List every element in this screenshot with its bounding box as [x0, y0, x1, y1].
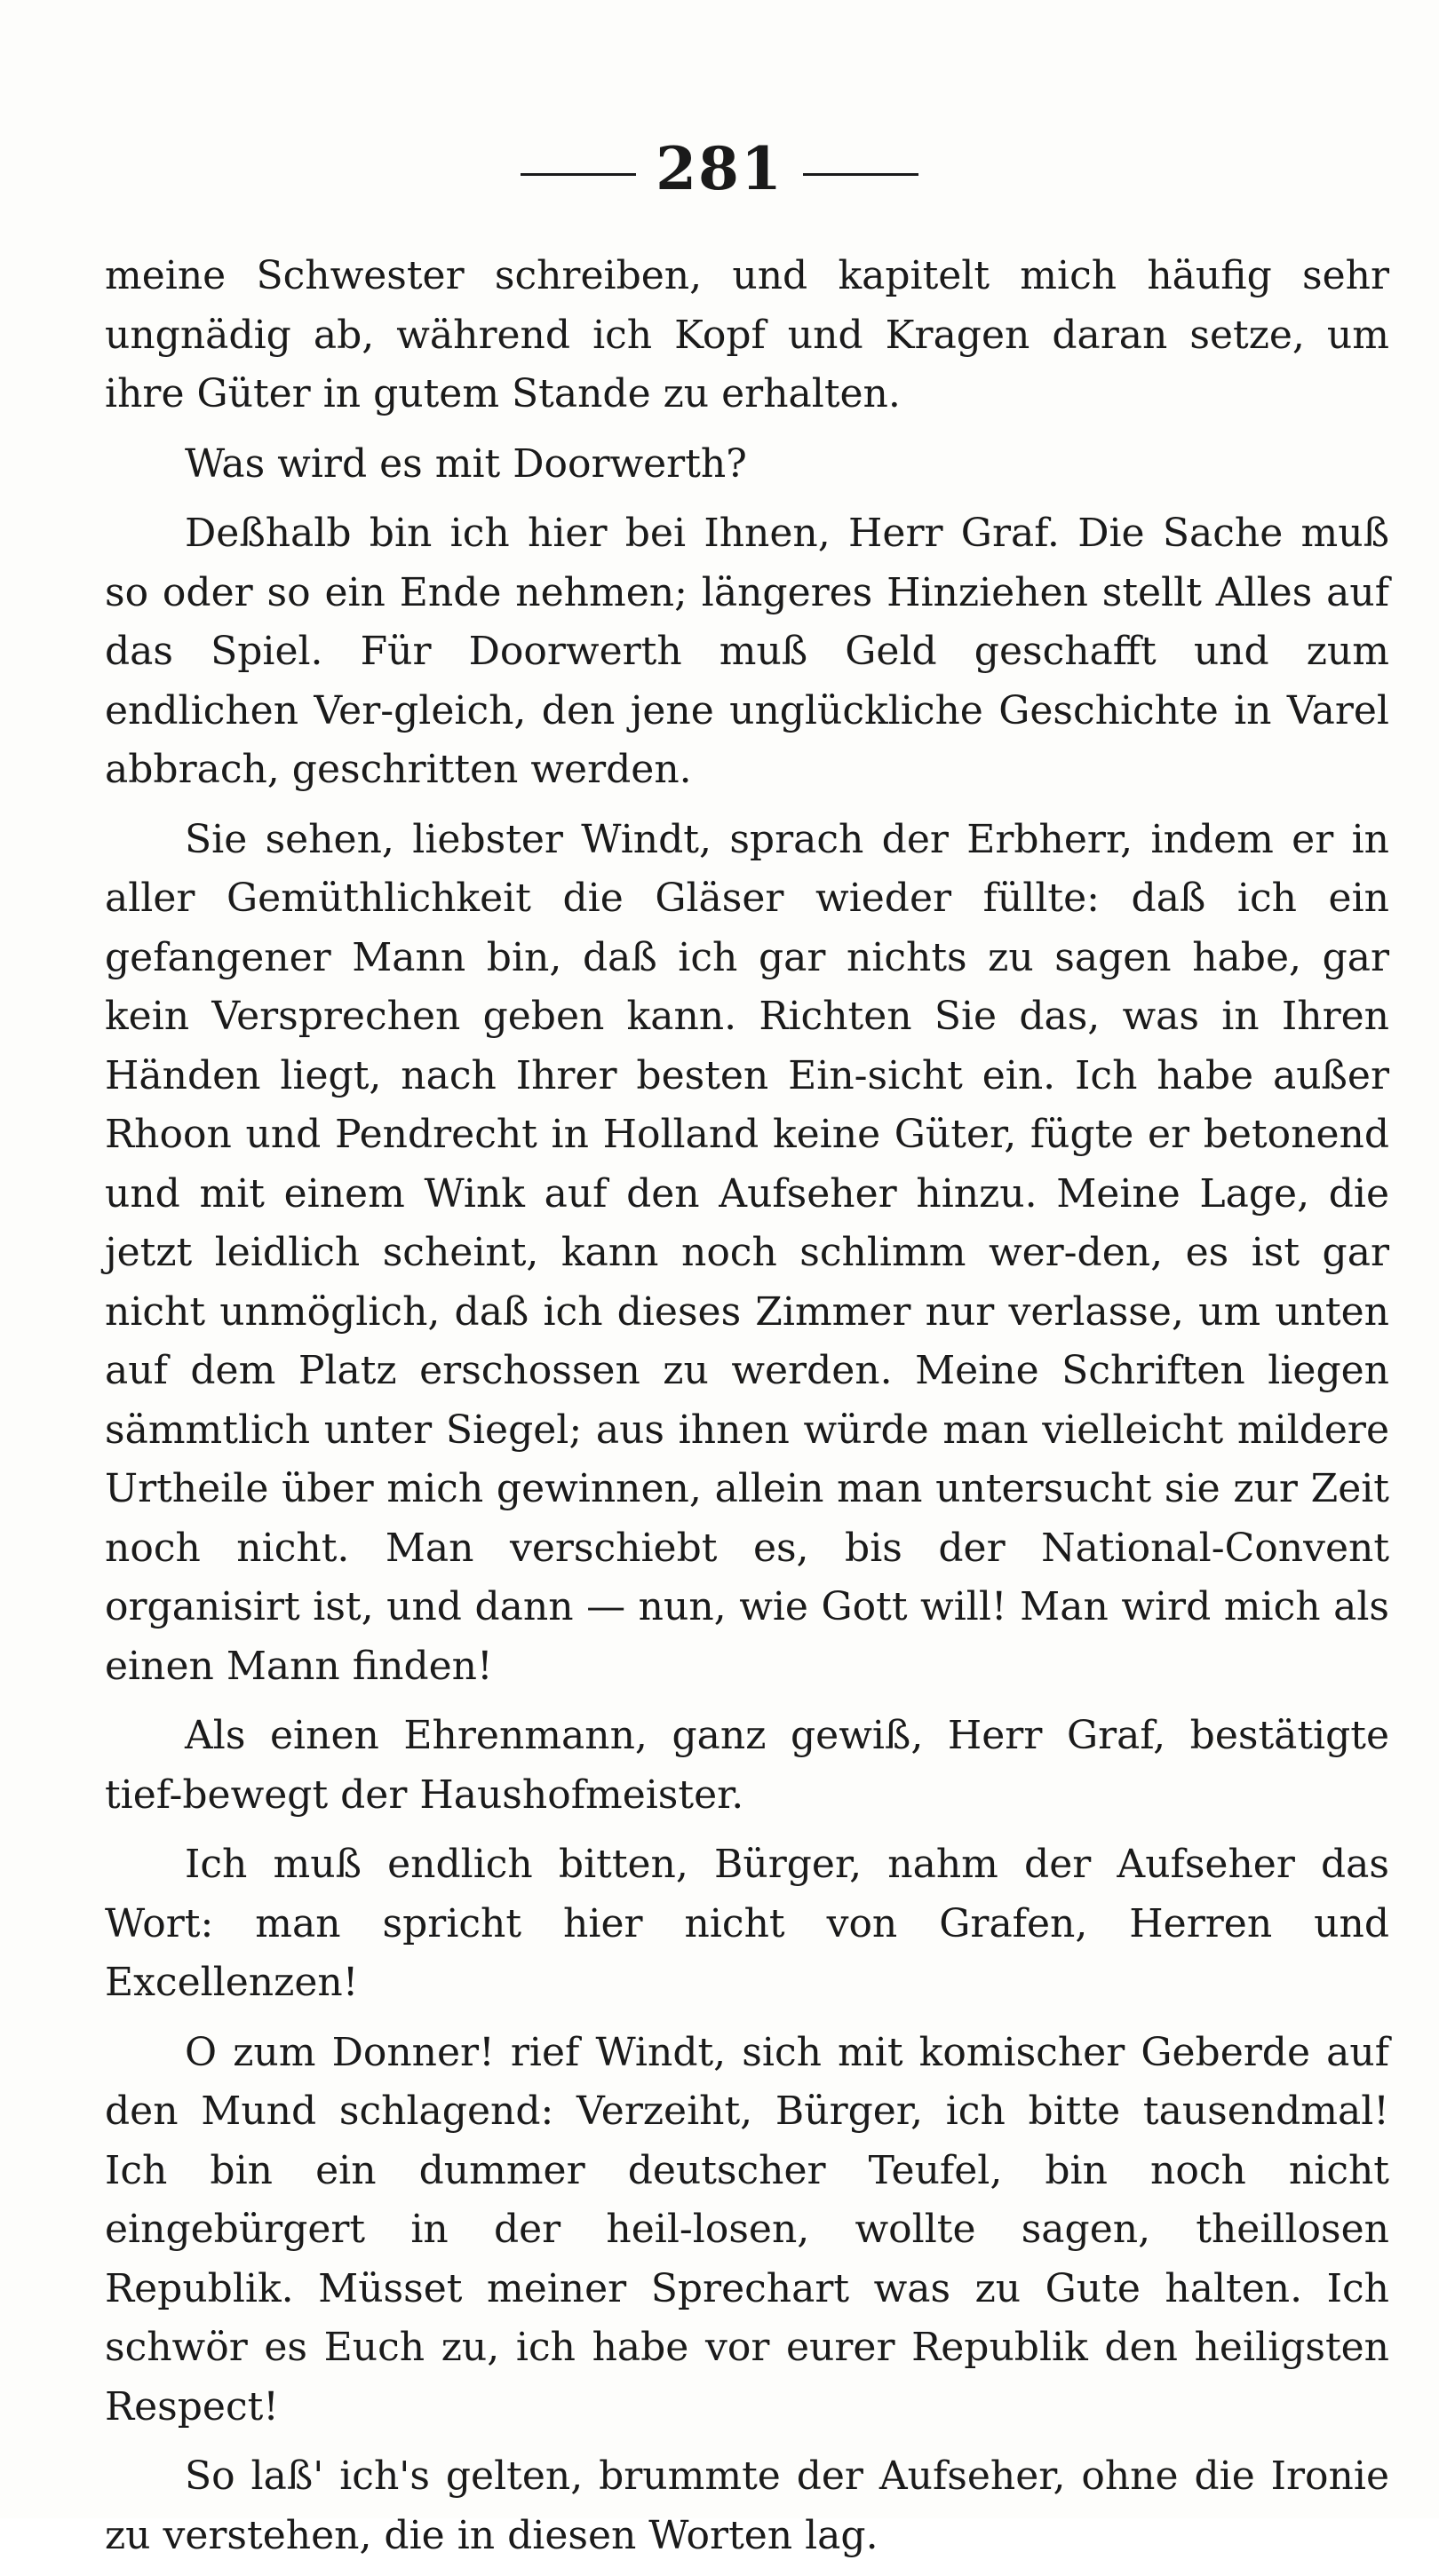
paragraph: Ich muß endlich bitten, Bürger, nahm der Aufseher das Wort: man spricht hier nicht von Grafen, Herren und Excellenzen!: [105, 1842, 1389, 2005]
paragraph: Als einen Ehrenmann, ganz gewiß, Herr Graf, bestätigte tief-bewegt der Haushofmeister.: [105, 1713, 1389, 1818]
page-number: 281: [656, 134, 783, 203]
paragraph: Sie sehen, liebster Windt, sprach der Erbherr, indem er in aller Gemüthlichkeit die Gläser wieder füllte: daß ich ein gefangener Mann bin, daß ich gar nichts zu sagen habe, gar kein Versprechen geben kann. Richten Sie das, was in Ihren Händen liegt, nach Ihrer besten Ein-sicht ein. Ich habe außer Rhoon und Pendrecht in Holland keine Güter, fügte er betonend und mit einem Wink auf den Aufseher hinzu. Meine Lage, die jetzt leidlich scheint, kann noch schlimm wer-den, es ist gar nicht unmöglich, daß ich dieses Zimmer nur verlasse, um unten auf dem Platz erschossen zu werden. Meine Schriften liegen sämmtlich unter Siegel; aus ihnen würde man vielleicht mildere Urtheile über mich gewinnen, allein man untersucht sie zur Zeit noch nicht. Man verschiebt es, bis der National-Convent organisirt ist, und dann — nun, wie Gott will! Man wird mich als einen Mann finden!: [105, 816, 1389, 1689]
paragraph: Was wird es mit Doorwerth?: [185, 440, 747, 487]
header-rule-left: [521, 173, 636, 176]
header-rule-right: [803, 173, 918, 176]
paragraph: So laß' ich's gelten, brummte der Aufseher, ohne die Ironie zu verstehen, die in diesen Worten lag.: [105, 2453, 1389, 2558]
paragraph: meine Schwester schreiben, und kapitelt mich häufig sehr ungnädig ab, während ich Kopf und Kragen daran setze, um ihre Güter in gutem Stande zu erhalten.: [105, 253, 1389, 416]
body-text: [105, 247, 1389, 2576]
paragraph: Deßhalb bin ich hier bei Ihnen, Herr Graf. Die Sache muß so oder so ein Ende nehmen; längeres Hinziehen stellt Alles auf das Spiel. Für Doorwerth muß Geld geschafft und zum endlichen Ver-gleich, den jene unglückliche Geschichte in Varel abbrach, geschritten werden.: [105, 511, 1389, 792]
page-header: [0, 133, 1439, 204]
paragraph: O zum Donner! rief Windt, sich mit komischer Geberde auf den Mund schlagend: Verzeiht, Bürger, ich bitte tausendmal! Ich bin ein dummer deutscher Teufel, bin noch nicht eingebürgert in der heil-losen, wollte sagen, theillosen Republik. Müsset meiner Sprechart was zu Gute halten. Ich schwör es Euch zu, ich habe vor eurer Republik den heiligsten Respect!: [105, 2029, 1389, 2429]
